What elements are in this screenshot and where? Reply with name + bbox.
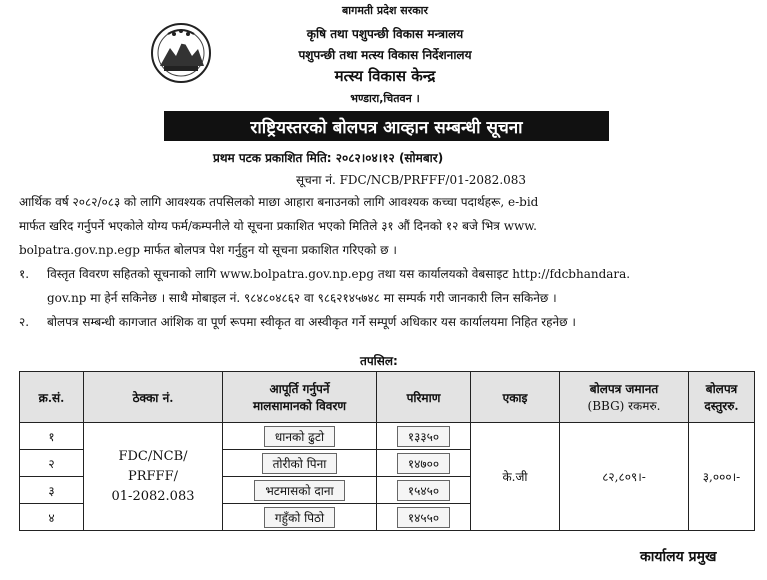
point-2-number: २. xyxy=(19,315,30,329)
body-line-2: मार्फत खरिद गर्नुपर्ने भएकोले योग्य फर्म/कम्पनीले यो सूचना प्रकाशित भएको मितिले ३१ औं दिनको १२ बजे भित्र www. xyxy=(19,219,537,233)
item-qty: १५४५० xyxy=(397,480,450,501)
office-name: मत्स्य विकास केन्द्र xyxy=(334,67,436,85)
item-name: भटमासको दाना xyxy=(254,480,344,501)
body-line-3: bolpatra.gov.np.egp मार्फत बोलपत्र पेश गर्नुहुन यो सूचना प्रकाशित गरिएको छ । xyxy=(19,243,397,257)
header-sn: क्र.सं. xyxy=(20,372,84,423)
bbg-amount-cell: ८२,८०९।- xyxy=(560,423,689,531)
table-row xyxy=(20,423,755,450)
header-item xyxy=(223,372,377,423)
row-qty xyxy=(377,450,471,477)
ministry-name: कृषि तथा पशुपन्छी विकास मन्त्रालय xyxy=(306,27,464,41)
notice-number: सूचना नं. FDC/NCB/PRFFF/01-2082.083 xyxy=(296,173,527,187)
header-fee: बोलपत्र दस्तुररु. xyxy=(689,372,755,423)
office-location: भण्डारा,चितवन । xyxy=(350,92,420,105)
publish-date: प्रथम पटक प्रकाशित मिति: २०८२।०४।१२ (सोमबार) xyxy=(213,151,444,165)
point-1-number: १. xyxy=(19,267,30,281)
header-qty: परिमाण xyxy=(377,372,471,423)
point-1 xyxy=(19,262,754,286)
point-1-line-1: विस्तृत विवरण सहितको सूचनाको लागि www.bolpatra.gov.np.epg तथा यस कार्यालयको वेबसाइट http://fdcbhandara. xyxy=(47,267,631,281)
notice-title: राष्ट्रियस्तरको बोलपत्र आव्हान सम्बन्धी सूचना xyxy=(164,111,609,141)
row-qty xyxy=(377,504,471,531)
table-header-row xyxy=(20,372,755,423)
header-bbg xyxy=(560,372,689,423)
row-item xyxy=(223,504,377,531)
header-unit: एकाइ xyxy=(471,372,560,423)
fee-amount-cell: ३,०००।- xyxy=(689,423,755,531)
directorate-name: पशुपन्छी तथा मत्स्य विकास निर्देशनालय xyxy=(298,48,472,62)
tender-table xyxy=(19,371,755,531)
point-2 xyxy=(19,310,754,334)
contract-line-3: 01-2082.083 xyxy=(111,488,195,504)
item-qty: १४५५० xyxy=(397,507,450,528)
item-name: गहुँको पिठो xyxy=(264,507,335,528)
header-bbg-line-1: बोलपत्र जमानत xyxy=(589,382,659,396)
row-qty xyxy=(377,423,471,450)
row-sn: ४ xyxy=(20,504,84,531)
notice-body xyxy=(19,190,754,334)
row-sn: ३ xyxy=(20,477,84,504)
contract-line-1: FDC/NCB/ xyxy=(118,448,188,464)
unit-cell: के.जी xyxy=(471,423,560,531)
point-1-line-2: gov.np मा हेर्न सकिनेछ । साथै मोबाइल नं. ९८४८०४८६२ वा ९८६२१४५७४८ मा सम्पर्क गरी जानकारी लिन सकिनेछ । xyxy=(47,291,557,305)
header-contract: ठेक्का नं. xyxy=(84,372,223,423)
row-item xyxy=(223,450,377,477)
province-name: बागमती प्रदेश सरकार xyxy=(342,4,428,17)
contract-line-2: PRFFF/ xyxy=(128,468,178,484)
table-caption: तपसिल: xyxy=(360,354,398,368)
item-name: तोरीको पिना xyxy=(262,453,338,474)
row-sn: २ xyxy=(20,450,84,477)
signature-office-chief: कार्यालय प्रमुख xyxy=(640,549,717,565)
point-2-line-1: बोलपत्र सम्बन्धी कागजात आंशिक वा पूर्ण रूपमा स्वीकृत वा अस्वीकृत गर्ने सम्पूर्ण अधिकार यस कार्यालयमा निहित रहनेछ । xyxy=(47,315,576,329)
item-name: धानको ढुटो xyxy=(264,426,335,447)
row-qty xyxy=(377,477,471,504)
row-item xyxy=(223,477,377,504)
header-item-line-2: मालसामानको विवरण xyxy=(252,399,347,413)
header-item-line-1: आपूर्ति गर्नुपर्ने xyxy=(269,382,330,396)
item-qty: १४७०० xyxy=(397,453,450,474)
body-line-1: आर्थिक वर्ष २०८२/०८३ को लागि आवश्यक तपसिलको माछा आहारा बनाउनको लागि आवश्यक कच्चा पदार्थहरू, e-bid xyxy=(19,195,539,209)
row-item xyxy=(223,423,377,450)
item-qty: १३३५० xyxy=(397,426,450,447)
row-sn: १ xyxy=(20,423,84,450)
header-bbg-line-2: (BBG) रकमरु. xyxy=(587,399,661,413)
contract-number-cell xyxy=(84,423,223,531)
